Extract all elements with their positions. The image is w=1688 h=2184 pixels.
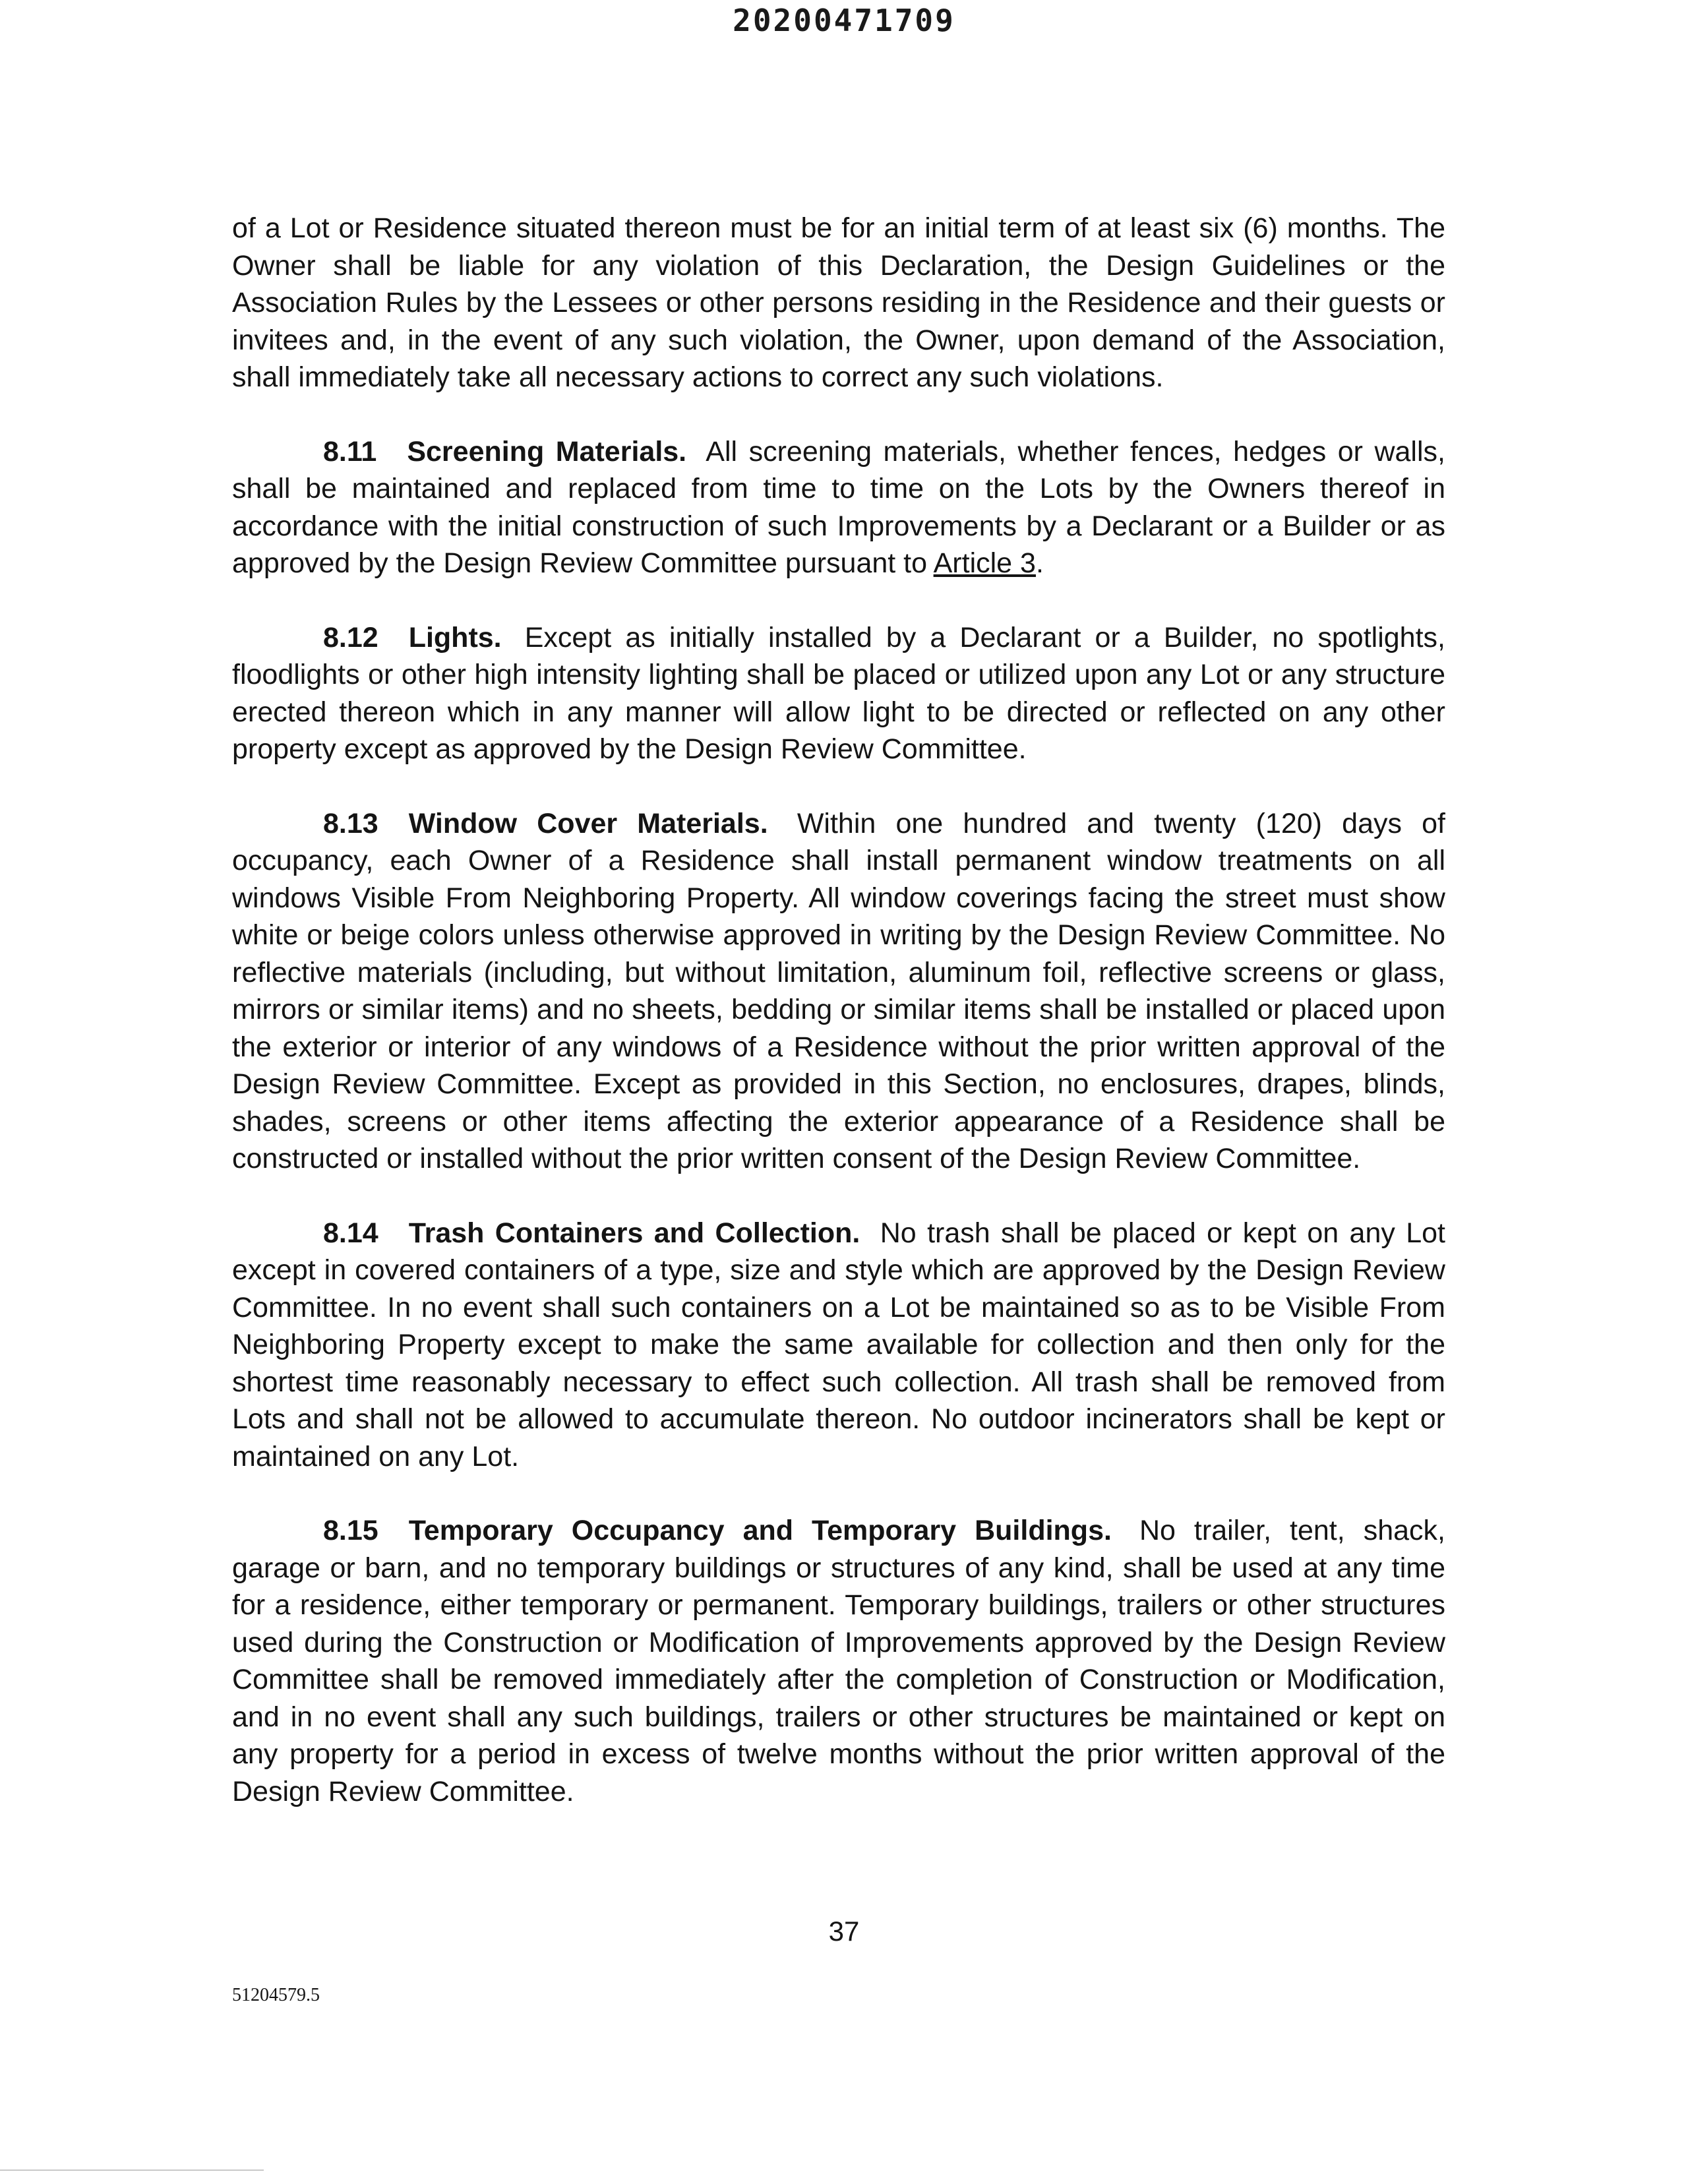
section-title: Window Cover Materials. <box>408 807 768 839</box>
section-body: All screening materials, whether fences, hedges or walls, shall be maintained and replaced from time to time on the Lots by the Owners thereof in accordance with the initial construction of such Improvements by a Declarant or a Builder or as approved by the Design Review Committee pursuant to <box>232 435 1445 579</box>
section-title: Screening Materials. <box>407 435 687 468</box>
recording-number: 20200471709 <box>733 3 955 38</box>
section-number: 8.15 <box>323 1515 378 1546</box>
document-body <box>232 210 1445 1847</box>
section-number: 8.12 <box>323 621 378 653</box>
section-8-11 <box>232 433 1445 582</box>
section-body: Except as initially installed by a Declarant or a Builder, no spotlights, floodlights or other high intensity lighting shall be placed or utilized upon any Lot or any structure erected thereon which in any manner will allow light to be directed or reflected on any other property except as approved by the Design Review Committee. <box>232 621 1445 765</box>
section-8-13 <box>232 805 1445 1178</box>
section-8-12 <box>232 619 1445 768</box>
article-3-reference: Article 3 <box>933 547 1036 579</box>
section-number: 8.14 <box>323 1217 378 1249</box>
section-number: 8.13 <box>323 807 378 839</box>
section-title: Temporary Occupancy and Temporary Buildings. <box>408 1515 1112 1546</box>
page-number: 37 <box>828 1916 860 1947</box>
section-body: No trailer, tent, shack, garage or barn, and no temporary buildings or structures of any kind, shall be used at any time for a residence, either temporary or permanent. Temporary buildings, trailers or other structures used during the Construction or Modification of Improvements approved by the Design Review Committee shall be removed immediately after the completion of Construction or Modification, and in no event shall any such buildings, trailers or other structures be maintained or kept on any property for a period in excess of twelve months without the prior written approval of the Design Review Committee. <box>232 1515 1445 1807</box>
section-body: Within one hundred and twenty (120) days of occupancy, each Owner of a Residence shall install permanent window treatments on all windows Visible From Neighboring Property. All window coverings facing the street must show white or beige colors unless otherwise approved in writing by the Design Review Committee. No reflective materials (including, but without limitation, aluminum foil, reflective screens or glass, mirrors or similar items) and no sheets, bedding or similar items shall be installed or placed upon the exterior or interior of any windows of a Residence without the prior written approval of the Design Review Committee. Except as provided in this Section, no enclosures, drapes, blinds, shades, screens or other items affecting the exterior appearance of a Residence shall be constructed or installed without the prior written consent of the Design Review Committee. <box>232 807 1445 1174</box>
section-title: Lights. <box>408 621 502 653</box>
section-body: No trash shall be placed or kept on any Lot except in covered containers of a type, size and style which are approved by the Design Review Committee. In no event shall such containers on a Lot be maintained so as to be Visible From Neighboring Property except to make the same available for collection and then only for the shortest time reasonably necessary to effect such collection. All trash shall be removed from Lots and shall not be allowed to accumulate thereon. No outdoor incinerators shall be kept or maintained on any Lot. <box>232 1217 1445 1472</box>
section-body-end: . <box>1035 547 1044 579</box>
intro-paragraph: of a Lot or Residence situated thereon must be for an initial term of at least six (6) months. The Owner shall be liable for any violation of this Declaration, the Design Guidelines or the Association Rules by the Lessees or other persons residing in the Residence and their guests or invitees and, in the event of any such violation, the Owner, upon demand of the Association, shall immediately take all necessary actions to correct any such violations. <box>232 212 1445 393</box>
document-id: 51204579.5 <box>232 1985 320 2005</box>
section-number: 8.11 <box>323 435 377 468</box>
section-8-14 <box>232 1215 1445 1476</box>
scan-edge-divider <box>0 2169 264 2171</box>
section-title: Trash Containers and Collection. <box>408 1217 860 1249</box>
section-8-15 <box>232 1512 1445 1810</box>
